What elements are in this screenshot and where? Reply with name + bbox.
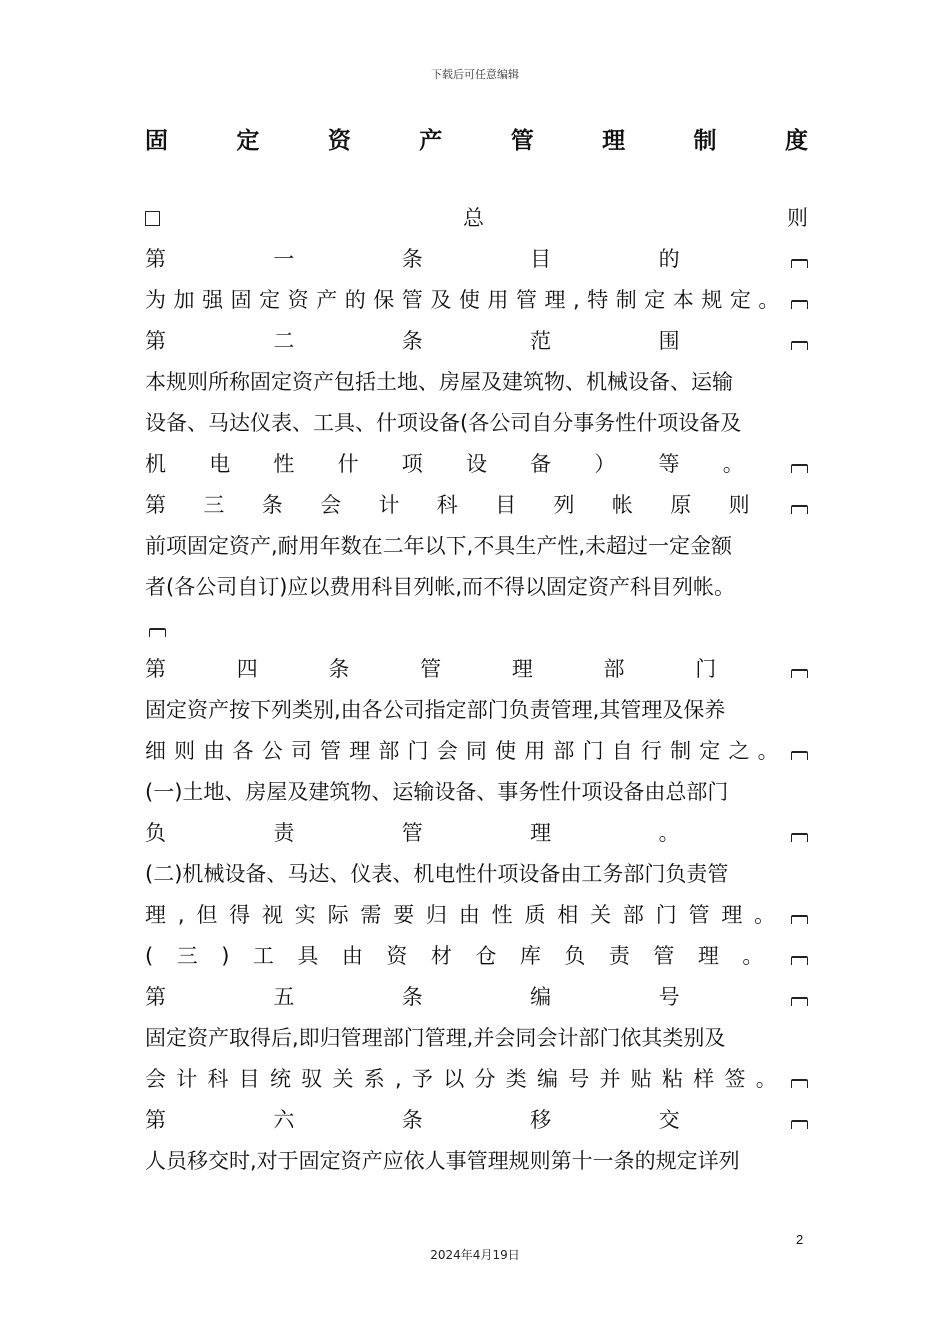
- line-char: 制: [670, 739, 692, 763]
- page-header: 下载后可任意编辑: [431, 68, 519, 81]
- line-char: 六: [273, 1108, 295, 1132]
- line-char: 电: [209, 452, 231, 476]
- line-char: 具: [297, 944, 319, 968]
- line-char: 际: [327, 903, 349, 927]
- line-char: 门: [407, 739, 429, 763]
- line-char: 目: [238, 1067, 260, 1091]
- line-char: 。: [758, 288, 780, 312]
- line-char: 条: [328, 657, 350, 681]
- line-char: 定: [699, 739, 721, 763]
- line-char: 管: [320, 739, 342, 763]
- title-char: 资: [327, 128, 351, 154]
- line-char: 性: [273, 452, 295, 476]
- line-char: 资: [287, 288, 309, 312]
- text-line: [145, 567, 808, 608]
- paragraph-mark-icon: [791, 1079, 808, 1088]
- line-char: 条: [401, 985, 423, 1009]
- line-char: 理: [349, 739, 371, 763]
- text-line: [145, 649, 808, 690]
- line-char: 分: [474, 1067, 496, 1091]
- line-char: 统: [270, 1067, 291, 1091]
- line-char: 目: [530, 247, 552, 271]
- line-char: 机: [145, 452, 166, 476]
- line-char: 但: [196, 903, 218, 927]
- line-char: 制: [615, 288, 637, 312]
- paragraph-mark-icon: [791, 341, 808, 350]
- line-char: 。: [742, 944, 764, 968]
- paragraph-mark-icon: [791, 997, 808, 1006]
- line-char: 材: [430, 944, 452, 968]
- line-char: 规: [701, 288, 723, 312]
- line-char: 会: [320, 493, 342, 517]
- line-char: 部: [622, 903, 644, 927]
- title-char: 定: [236, 128, 260, 154]
- line-char: 本: [672, 288, 694, 312]
- line-char: (: [145, 944, 154, 968]
- text-line: [145, 198, 808, 239]
- line-char: 总: [463, 206, 484, 230]
- line-char: ,: [572, 288, 580, 312]
- line-char: 条: [261, 493, 283, 517]
- line-char: 的: [344, 288, 366, 312]
- line-char: 需: [360, 903, 382, 927]
- text-line: [145, 813, 808, 854]
- line-text: 者(各公司自订)应以费用科目列帐,而不得以固定资产科目列帐。: [145, 575, 736, 599]
- text-line: [145, 936, 808, 977]
- line-text: 本规则所称固定资产包括土地、房屋及建筑物、机械设备、运输: [145, 370, 733, 394]
- line-char: 理: [511, 657, 533, 681]
- line-char: 保: [373, 288, 395, 312]
- line-char: 使: [495, 739, 517, 763]
- line-char: 定: [644, 288, 666, 312]
- line-char: 仓: [475, 944, 497, 968]
- line-char: 予: [411, 1067, 433, 1091]
- text-line: [145, 772, 808, 813]
- text-line: [145, 280, 808, 321]
- line-char: 为: [145, 288, 166, 312]
- line-char: 要: [393, 903, 415, 927]
- line-char: 三: [176, 944, 198, 968]
- line-char: 编: [530, 985, 552, 1009]
- line-char: 则: [174, 739, 196, 763]
- paragraph-mark-icon: [791, 1120, 808, 1129]
- line-char: 围: [658, 329, 680, 353]
- line-char: 行: [640, 739, 662, 763]
- line-char: 原: [670, 493, 692, 517]
- line-char: 系: [363, 1067, 385, 1091]
- title-char: 度: [784, 128, 808, 154]
- text-line: [145, 977, 808, 1018]
- line-char: 部: [603, 657, 625, 681]
- line-char: 相: [557, 903, 579, 927]
- line-text: (二)机械设备、马达、仪表、机电性什项设备由工务部门负责管: [145, 862, 729, 886]
- text-line: [145, 321, 808, 362]
- line-char: 公: [261, 739, 283, 763]
- line-char: 性: [491, 903, 513, 927]
- text-line: [145, 485, 808, 526]
- line-char: 固: [230, 288, 252, 312]
- line-char: 帐: [611, 493, 633, 517]
- line-char: 细: [145, 739, 166, 763]
- line-char: 负: [564, 944, 586, 968]
- line-char: 列: [553, 493, 575, 517]
- paragraph-mark-icon: [791, 505, 808, 514]
- line-char: 资: [386, 944, 408, 968]
- line-char: 范: [530, 329, 552, 353]
- line-char: 特: [587, 288, 609, 312]
- line-char: 管: [688, 903, 710, 927]
- line-char: 则: [787, 206, 808, 230]
- text-line: [145, 895, 808, 936]
- paragraph-mark-icon: [791, 259, 808, 268]
- line-char: 粘: [661, 1067, 683, 1091]
- line-char: 理: [721, 903, 743, 927]
- line-char: 。: [722, 452, 744, 476]
- text-line: [145, 1100, 808, 1141]
- line-char: 理: [145, 903, 166, 927]
- line-char: 同: [465, 739, 487, 763]
- line-char: 归: [426, 903, 447, 927]
- line-char: 三: [203, 493, 225, 517]
- line-char: 样: [693, 1067, 715, 1091]
- line-char: 用: [487, 288, 509, 312]
- line-char: ,: [177, 903, 185, 927]
- line-char: 由: [203, 739, 225, 763]
- page-number: 2: [796, 1232, 804, 1247]
- line-char: 得: [229, 903, 251, 927]
- text-line: [145, 690, 808, 731]
- line-char: 四: [236, 657, 258, 681]
- checkbox-square-icon: [145, 211, 160, 226]
- line-char: 司: [290, 739, 312, 763]
- line-char: 理: [544, 288, 566, 312]
- line-char: 第: [145, 329, 166, 353]
- line-char: 关: [332, 1067, 354, 1091]
- line-char: 第: [145, 657, 166, 681]
- line-char: 门: [655, 903, 677, 927]
- text-line: [145, 444, 808, 485]
- line-char: 第: [145, 247, 166, 271]
- line-char: ）: [594, 452, 616, 476]
- line-char: 库: [519, 944, 541, 968]
- text-line: [145, 608, 808, 649]
- line-char: 管: [515, 288, 537, 312]
- line-char: 部: [378, 739, 400, 763]
- text-line: [145, 854, 808, 895]
- line-char: ,: [395, 1067, 402, 1091]
- line-char: 责: [273, 821, 295, 845]
- line-char: 实: [294, 903, 316, 927]
- line-char: 。: [658, 821, 680, 845]
- line-char: 计: [176, 1067, 198, 1091]
- line-char: 一: [273, 247, 295, 271]
- text-line: [145, 239, 808, 280]
- line-char: 科: [436, 493, 458, 517]
- line-char: 定: [259, 288, 281, 312]
- line-char: 由: [458, 903, 480, 927]
- line-char: 视: [261, 903, 283, 927]
- document-body: [145, 198, 808, 1182]
- line-char: 会: [436, 739, 458, 763]
- line-char: 各: [232, 739, 254, 763]
- title-char: 固: [145, 128, 168, 154]
- line-char: 类: [505, 1067, 527, 1091]
- text-line: [145, 403, 808, 444]
- line-char: 条: [401, 1108, 423, 1132]
- line-char: 科: [207, 1067, 229, 1091]
- line-char: 管: [401, 288, 423, 312]
- line-char: 的: [658, 247, 680, 271]
- text-line: [145, 362, 808, 403]
- paragraph-mark-icon: [791, 833, 808, 842]
- line-char: 等: [658, 452, 680, 476]
- line-char: 使: [458, 288, 480, 312]
- paragraph-mark-icon: [791, 956, 808, 965]
- line-char: 以: [443, 1067, 465, 1091]
- line-char: 设: [465, 452, 487, 476]
- line-char: 。: [755, 1067, 777, 1091]
- text-line: [145, 1141, 808, 1182]
- line-char: 项: [401, 452, 423, 476]
- line-text: 前项固定资产,耐用年数在二年以下,不具生产性,未超过一定金额: [145, 534, 733, 558]
- line-char: 驭: [301, 1067, 323, 1091]
- line-char: 及: [430, 288, 452, 312]
- line-char: 加: [173, 288, 195, 312]
- paragraph-mark-icon: [791, 751, 808, 760]
- line-char: 门: [695, 657, 717, 681]
- line-char: 理: [697, 944, 719, 968]
- paragraph-mark-icon: [791, 669, 808, 678]
- title-char: 管: [510, 128, 534, 154]
- line-text: 固定资产取得后,即归管理部门管理,并会同会计部门依其类别及: [145, 1026, 726, 1050]
- page-footer-date: 2024年4月19日: [430, 1248, 520, 1262]
- line-text: 人员移交时,对于固定资产应依人事管理规则第十一条的规定详列: [145, 1149, 740, 1173]
- line-char: 部: [553, 739, 575, 763]
- line-char: 理: [530, 821, 552, 845]
- line-char: 号: [568, 1067, 590, 1091]
- line-char: 目: [495, 493, 517, 517]
- line-char: 交: [658, 1108, 680, 1132]
- document-title: [145, 122, 808, 155]
- line-char: 号: [658, 985, 680, 1009]
- title-char: 产: [419, 128, 443, 154]
- line-char: 用: [524, 739, 546, 763]
- line-char: 第: [145, 493, 166, 517]
- line-char: 管: [420, 657, 442, 681]
- title-char: 理: [602, 128, 626, 154]
- line-char: 。: [754, 903, 776, 927]
- line-char: 备: [530, 452, 552, 476]
- line-char: 管: [653, 944, 675, 968]
- line-char: 责: [608, 944, 630, 968]
- paragraph-mark-icon: [791, 915, 808, 924]
- line-char: 条: [401, 247, 423, 271]
- line-char: 管: [401, 821, 423, 845]
- line-char: 会: [145, 1067, 166, 1091]
- line-char: 什: [337, 452, 359, 476]
- line-char: 。: [757, 739, 779, 763]
- line-char: 质: [524, 903, 546, 927]
- line-char: 由: [341, 944, 363, 968]
- line-char: 第: [145, 1108, 166, 1132]
- line-char: 签: [724, 1067, 746, 1091]
- paragraph-mark-icon: [791, 464, 808, 473]
- line-text: (一)土地、房屋及建筑物、运输设备、事务性什项设备由总部门: [145, 780, 729, 804]
- line-char: 条: [401, 329, 423, 353]
- text-line: [145, 731, 808, 772]
- line-char: 并: [599, 1067, 621, 1091]
- line-char: ): [221, 944, 230, 968]
- line-char: 编: [536, 1067, 558, 1091]
- line-char: 则: [728, 493, 750, 517]
- line-char: 工: [252, 944, 274, 968]
- line-char: 强: [202, 288, 224, 312]
- line-char: 自: [611, 739, 633, 763]
- line-char: 负: [145, 821, 166, 845]
- line-char: 门: [582, 739, 604, 763]
- line-char: 之: [728, 739, 750, 763]
- text-line: [145, 1018, 808, 1059]
- line-char: 产: [316, 288, 338, 312]
- line-char: 五: [273, 985, 295, 1009]
- line-char: 计: [378, 493, 400, 517]
- line-char: 关: [590, 903, 612, 927]
- line-char: 第: [145, 985, 166, 1009]
- line-char: 定: [729, 288, 751, 312]
- title-char: 制: [693, 128, 717, 154]
- paragraph-mark-icon: [149, 628, 166, 637]
- paragraph-mark-icon: [791, 300, 808, 309]
- text-line: [145, 526, 808, 567]
- line-text: 设备、马达仪表、工具、什项设备(各公司自分事务性什项设备及: [145, 411, 742, 435]
- line-text: 固定资产按下列类别,由各公司指定部门负责管理,其管理及保养: [145, 698, 726, 722]
- line-char: 贴: [630, 1067, 652, 1091]
- line-char: 移: [530, 1108, 552, 1132]
- text-line: [145, 1059, 808, 1100]
- line-char: 二: [273, 329, 295, 353]
